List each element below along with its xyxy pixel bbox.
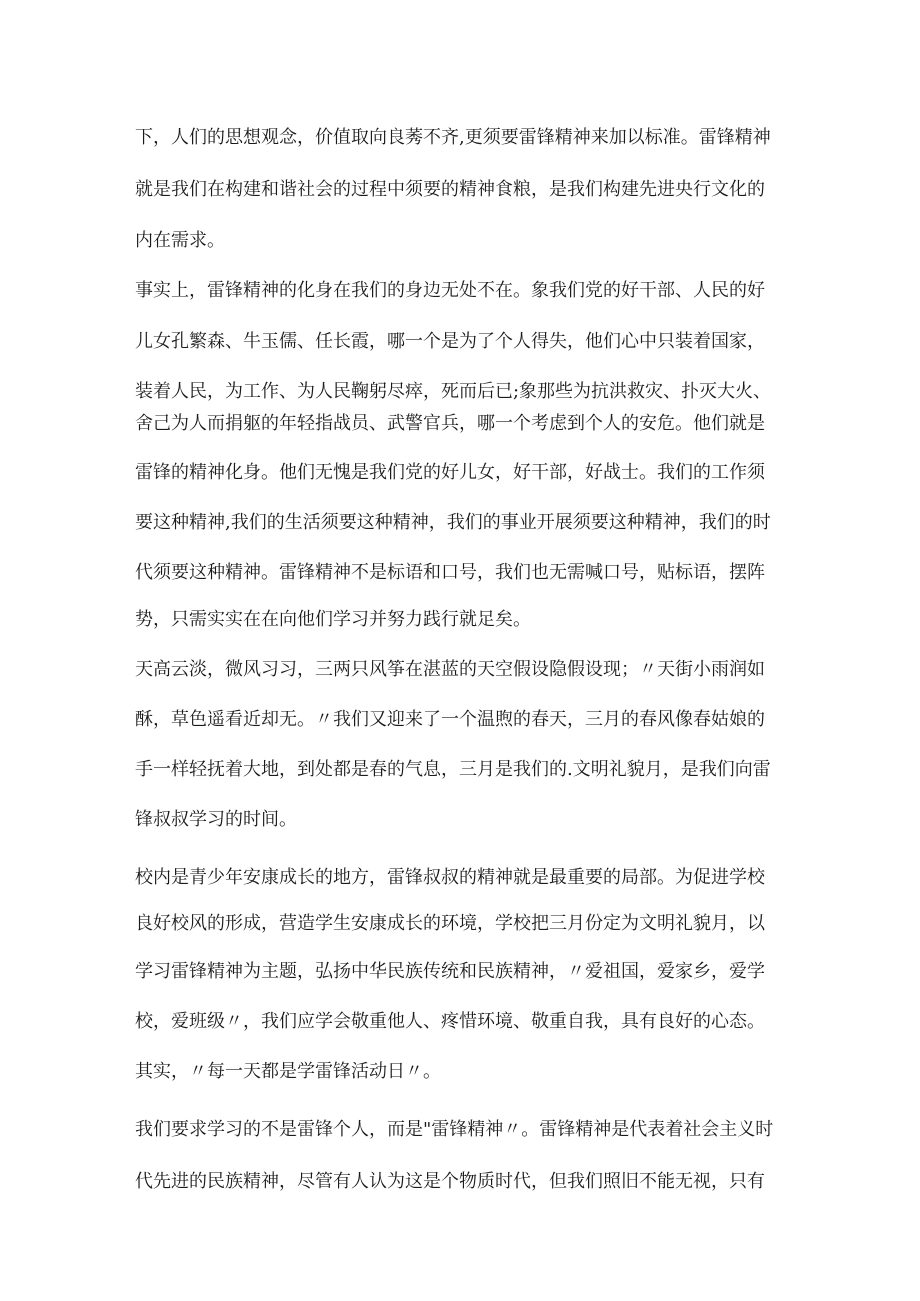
text-line: 学习雷锋精神为主题，弘扬中华民族传统和民族精神，〃爱祖国，爱家乡，爱学	[135, 961, 765, 982]
text-line: 雷锋的精神化身。他们无愧是我们党的好儿女，好干部，好战士。我们的工作须	[135, 462, 765, 483]
text-line: 势，只需实实在在向他们学习并努力践行就足矣。	[135, 609, 531, 630]
text-line: 装着人民，为工作、为人民鞠躬尽瘁，死而后已;象那些为抗洪救灾、扑灭大火、	[135, 381, 772, 402]
text-line: 儿女孔繁森、牛玉儒、任长霞，哪一个是为了个人得失，他们心中只装着国家，	[135, 331, 765, 352]
text-line: 锋叔叔学习的时间。	[135, 809, 297, 830]
text-line: 酥，草色遥看近却无。〃我们又迎来了一个温煦的春天，三月的春风像春姑娘的	[135, 709, 765, 730]
text-line: 下，人们的思想观念，价值取向良莠不齐,更须要雷锋精神来加以标准。雷锋精神	[135, 127, 771, 148]
text-line: 校内是青少年安康成长的地方，雷锋叔叔的精神就是最重要的局部。为促进学校	[135, 867, 765, 888]
text-line: 我们要求学习的不是雷锋个人，而是"雷锋精神〃。雷锋精神是代表着社会主义时	[135, 1119, 774, 1140]
text-line: 其实，〃每一天都是学雷锋活动日〃。	[135, 1061, 441, 1082]
text-line: 事实上，雷锋精神的化身在我们的身边无处不在。象我们党的好干部、人民的好	[135, 280, 765, 301]
text-line: 手一样轻抚着大地，到处都是春的气息，三月是我们的.文明礼貌月，是我们向雷	[135, 759, 771, 780]
text-line: 要这种精神,我们的生活须要这种精神，我们的事业开展须要这种精神，我们的时	[135, 512, 771, 533]
text-line: 代先进的民族精神，尽管有人认为这是个物质时代，但我们照旧不能无视，只有	[135, 1171, 765, 1192]
text-line: 天高云淡，微风习习，三两只风筝在湛蓝的天空假设隐假设现；〃天街小雨润如	[135, 659, 765, 680]
text-line: 内在需求。	[135, 230, 225, 251]
text-line: 舍己为人而捐躯的年轻指战员、武警官兵，哪一个考虑到个人的安危。他们就是	[135, 413, 765, 434]
text-line: 代须要这种精神。雷锋精神不是标语和口号，我们也无需喊口号，贴标语，摆阵	[135, 562, 765, 583]
text-line: 校，爱班级〃，我们应学会敬重他人、疼惜环境、敬重自我，具有良好的心态。	[135, 1011, 765, 1032]
text-line: 良好校风的形成，营造学生安康成长的环境，学校把三月份定为文明礼貌月，以	[135, 913, 765, 934]
text-line: 就是我们在构建和谐社会的过程中须要的精神食粮，是我们构建先进央行文化的	[135, 179, 765, 200]
